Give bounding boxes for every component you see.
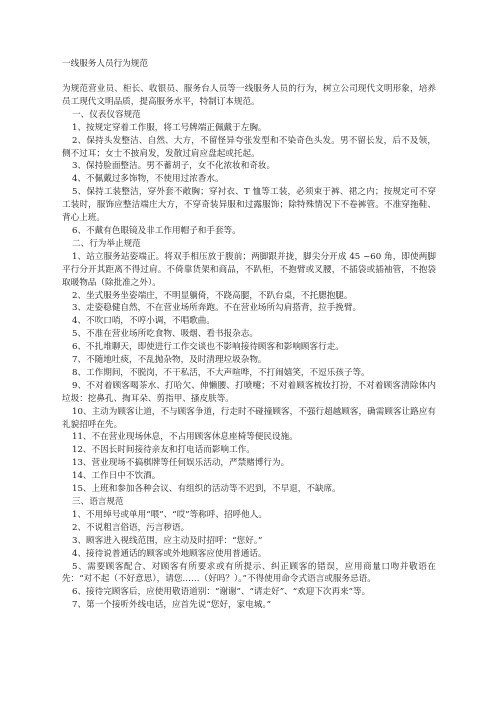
rule-item: 6、接待完顾客后，应使用敬语道别：“谢谢”、“请走好”、“欢迎下次再来”等。 xyxy=(72,587,371,598)
rule-item: 7、第一个接听外线电话，应首先说“您好，家电城。” xyxy=(72,600,272,611)
rule-item: 10、主动为顾客让道，不与顾客争道，行走时不碰撞顾客，不强行超越顾客，确需顾客让路应有礼貌招呼在先。 xyxy=(62,406,436,430)
rule-item: 13、营业现场不搞棋牌等任何娱乐活动，严禁赌博行为。 xyxy=(72,458,290,469)
rule-item: 1、按规定穿着工作服，将工号牌端正佩戴于左胸。 xyxy=(72,122,267,133)
document-sections xyxy=(62,109,436,612)
section-heading: 三、语言规范 xyxy=(72,497,124,507)
section-heading: 一、仪表仪容规范 xyxy=(72,109,141,120)
rule-item: 15、上班和参加各种会议、有组织的活动等不迟到，不早退，不缺席。 xyxy=(72,484,341,495)
rule-item: 1、不用绰号或单用“喂”、“哎”等称呼、招呼他人。 xyxy=(72,509,267,520)
rule-item: 7、不随地吐痰，不乱抛杂物，及时清理垃圾杂物。 xyxy=(72,355,267,366)
rule-item: 1、站立服务站姿端正。将双手相压放于腹前；两脚跟并拢，脚尖分开成 45 ~60 角，即使两脚平行分开其距离不得过肩。不倚靠货架和商品，不趴柜，不抱臂或叉腰，不插袋或插袖管，不抱袋取暖物品（除批准之外）。 xyxy=(62,251,436,288)
rule-item: 8、工作期间，不脱岗，不干私活，不大声喧哗，不打闹嬉笑，不逗乐孩子等。 xyxy=(72,367,370,378)
rule-item: 5、保持工装整洁，穿外套不敞胸；穿衬衣、T 恤等工装，必须束于裤、裙之内；按规定可不穿工装时，服饰应整洁端庄大方，不穿奇装异服和过露服饰；除特殊情况下不卷裤管。不准穿拖鞋、背心上班。 xyxy=(62,187,436,224)
rule-item: 3、顾客进入视线范围，应主动及时招呼：“您好。” xyxy=(72,535,263,546)
document-title: 一线服务人员行为规范 xyxy=(62,59,148,69)
rule-item: 14、工作日中不饮酒。 xyxy=(72,471,161,482)
rule-item: 2、不说粗言俗语，污言秽语。 xyxy=(72,522,190,533)
section-heading: 二、行为举止规范 xyxy=(72,238,141,249)
rule-item: 11、不在营业现场休息，不占用顾客休息座椅等便民设施。 xyxy=(72,432,298,443)
document-page xyxy=(62,58,436,612)
rule-item: 6、不戴有色眼镜及非工作用帽子和手套等。 xyxy=(72,225,241,236)
rule-item: 3、走姿稳健自然，不在营业场所奔跑。不在营业场所勾肩搭背，拉手挽臂。 xyxy=(72,303,362,314)
rule-item: 4、接待说普通话的顾客或外地顾客应使用普通话。 xyxy=(72,548,267,559)
rule-item: 5、不准在营业场所吃食物、吸烟、看书报杂志。 xyxy=(72,329,258,340)
rule-item: 12、不因长时间接待亲友和打电话而影响工作。 xyxy=(72,445,255,456)
document-intro: 为规范营业员、柜长、收银员、服务台人员等一线服务人员的行为，树立公司现代文明形象，培养员工现代文明品质，提高服务水平，特制订本规范。 xyxy=(62,84,436,107)
rule-item: 9、不对着顾客喝茶水、打哈欠、伸懒腰、打喷嚏；不对着顾客梳妆打扮，不对着顾客清除体内垃圾：挖鼻孔、掏耳朵、剪指甲、搔皮肤等。 xyxy=(62,380,436,404)
rule-item: 2、坐式服务坐姿端庄，不明显躺倚，不跷高腿，不趴台桌，不托腮抱腿。 xyxy=(72,290,353,301)
rule-item: 4、不佩戴过多饰物，不使用过浓香水。 xyxy=(72,174,224,185)
rule-item: 3、保持脸面整洁。男不蓄胡子，女不化浓妆和奇妆。 xyxy=(72,161,276,172)
rule-item: 4、不吹口哨，不哼小调，不唱歌曲。 xyxy=(72,316,215,327)
rule-item: 6、不扎堆聊天，即使进行工作交谈也不影响接待顾客和影响顾客行走。 xyxy=(72,342,344,353)
rule-item: 5、需要顾客配合、对顾客有所要求或有所提示、纠正顾客的错误，应用商量口吻并敬语在先：“对不起（不好意思），请您……（好吗？）。”不得使用命令式语言或服务忌语。 xyxy=(62,561,436,585)
rule-item: 2、保持头发整洁、自然、大方，不留怪异夸张发型和不染奇色头发。男不留长发，后不及领，侧不过耳；女士不披肩发，发散过肩应盘起或托起。 xyxy=(62,135,436,159)
